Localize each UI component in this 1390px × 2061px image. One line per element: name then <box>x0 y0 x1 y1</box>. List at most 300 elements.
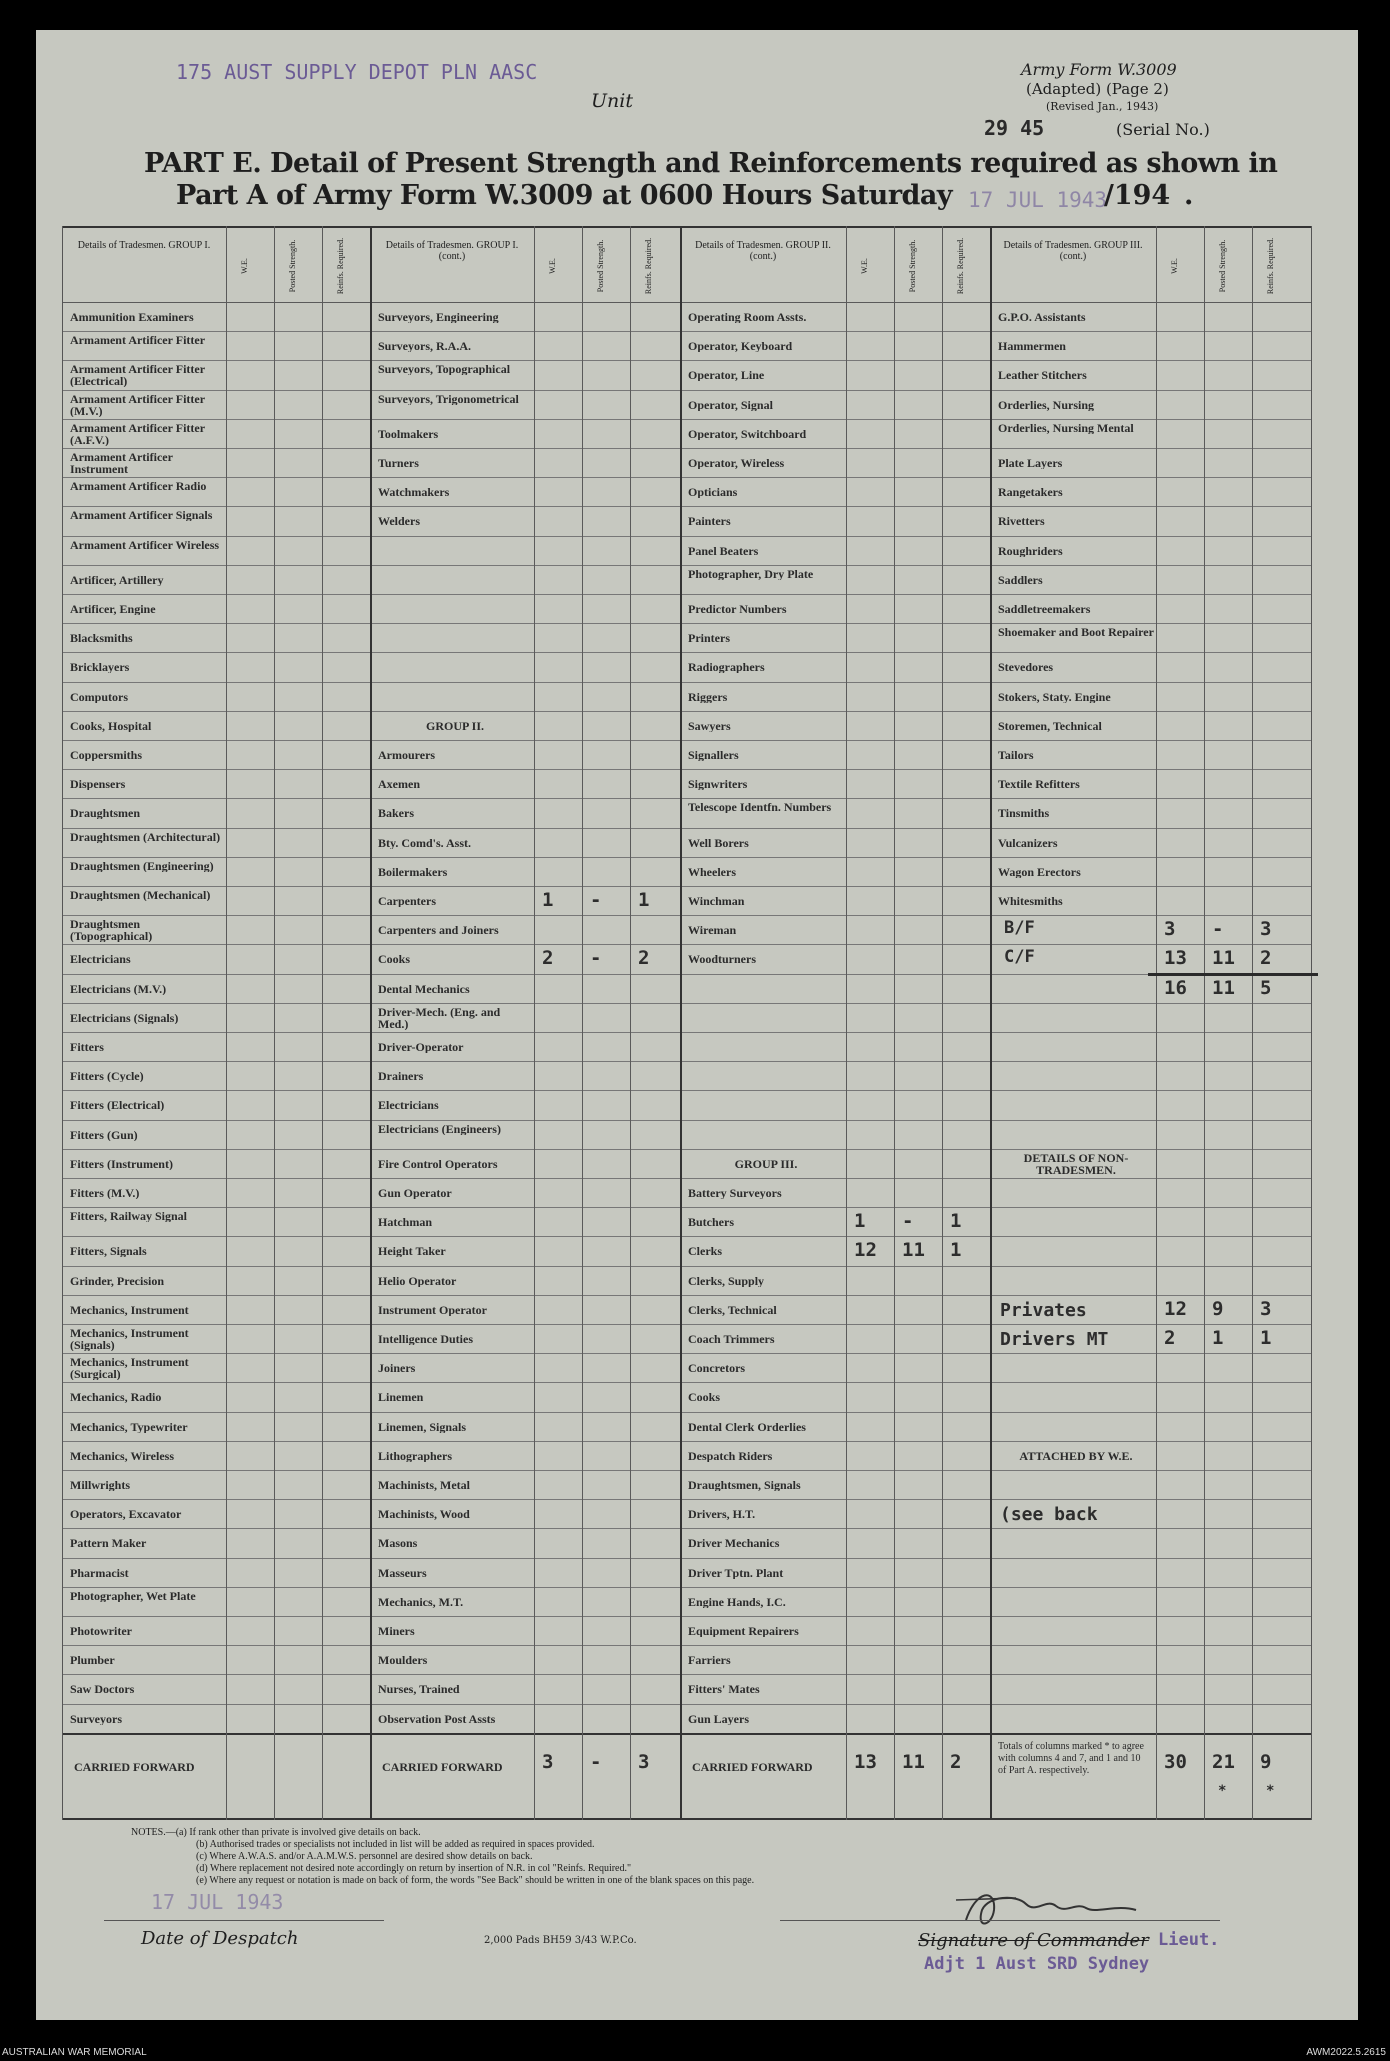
column-header-posted: Posted Strength. <box>908 239 917 293</box>
archive-label: AUSTRALIAN WAR MEMORIAL <box>2 2047 147 2058</box>
trade-label: Masseurs <box>378 1566 427 1579</box>
row-rule <box>62 711 1312 712</box>
column-header-reinf: Reinfs. Required. <box>644 237 653 295</box>
row-rule <box>62 1324 1312 1325</box>
table-bottom-rule <box>62 1818 1312 1820</box>
privates-reinf: 3 <box>1260 1297 1272 1320</box>
despatch-line <box>104 1920 384 1921</box>
drivers-label: Drivers MT <box>1000 1329 1109 1350</box>
trade-label: Radiographers <box>688 661 765 674</box>
title-line-1: PART E. Detail of Present Strength and Reinforcements required as shown in <box>144 148 1278 179</box>
trade-label: Boilermakers <box>378 865 448 878</box>
row-rule <box>62 623 1312 624</box>
cf-group2-we: 3 <box>542 1750 554 1773</box>
trade-label: Watchmakers <box>378 486 450 499</box>
row-rule <box>62 915 1312 916</box>
trade-label: Rangetakers <box>998 486 1063 499</box>
trade-label: Tinsmiths <box>998 807 1050 820</box>
row-rule <box>62 1616 1312 1617</box>
row-rule <box>62 1528 1312 1529</box>
trade-label: Welders <box>378 515 420 528</box>
trade-label: Fitters' Mates <box>688 1683 760 1696</box>
trade-label: G.P.O. Assistants <box>998 311 1086 323</box>
form-revised: (Revised Jan., 1943) <box>1046 100 1159 113</box>
trade-label: Armament Artificer Fitter (A.F.V.) <box>70 421 205 446</box>
trade-label: Operating Room Assts. <box>688 311 807 323</box>
trade-label: Stokers, Staty. Engine <box>998 690 1111 703</box>
trade-label: Miners <box>378 1625 415 1637</box>
row-rule <box>62 1441 1312 1442</box>
subtotal-reinf: 5 <box>1260 976 1272 999</box>
trade-label: Wheelers <box>688 865 736 878</box>
trade-label: Hatchman <box>378 1216 432 1229</box>
trade-label: Millwrights <box>70 1479 130 1491</box>
drivers-posted: 1 <box>1212 1327 1224 1349</box>
cf-group2-reinf: 3 <box>638 1750 650 1773</box>
row-rule <box>62 1295 1312 1296</box>
cooks-we: 2 <box>542 947 554 970</box>
trade-label: Mechanics, Instrument <box>70 1303 189 1316</box>
trade-label: Rivetters <box>998 515 1045 528</box>
trade-label: Axemen <box>378 778 420 791</box>
trade-label: Fitters (Instrument) <box>70 1157 173 1170</box>
butchers-we: 1 <box>854 1210 866 1233</box>
bf-we: 3 <box>1164 918 1176 941</box>
form-adapted: (Adapted) (Page 2) <box>1026 80 1169 98</box>
totals-note: Totals of columns marked * to agree with columns 4 and 7, and 1 and 10 of Part A. respectively. <box>998 1740 1144 1776</box>
trade-label: Machinists, Wood <box>378 1508 470 1521</box>
trade-label: Plate Layers <box>998 457 1063 469</box>
trade-label: Driver-Operator <box>378 1041 464 1053</box>
trade-label: Riggers <box>688 690 728 703</box>
row-rule <box>62 1353 1312 1354</box>
trade-label: Equipment Repairers <box>688 1625 799 1637</box>
strength-table <box>62 226 1312 1820</box>
column-header-reinf: Reinfs. Required. <box>956 237 965 295</box>
column-rule <box>894 226 895 1820</box>
trade-label: Cooks <box>688 1391 721 1404</box>
trade-label: Bricklayers <box>70 661 130 674</box>
table-right-rule <box>1311 226 1312 1820</box>
row-rule <box>62 828 1312 829</box>
trade-label: Surveyors, Engineering <box>378 311 499 323</box>
trade-label: Signwriters <box>688 778 748 791</box>
trade-label: Clerks, Supply <box>688 1274 765 1287</box>
signature-line <box>780 1920 1220 1921</box>
trade-label: Orderlies, Nursing Mental <box>998 421 1134 434</box>
cooks-reinf: 2 <box>638 947 650 970</box>
trade-label: Mechanics, Instrument (Surgical) <box>70 1356 189 1381</box>
carried-forward-label: CARRIED FORWARD <box>74 1760 195 1773</box>
trade-label: Helio Operator <box>378 1274 457 1287</box>
row-rule <box>62 1587 1312 1588</box>
cf-group3-we: 13 <box>854 1750 877 1773</box>
column-rule <box>942 226 943 1820</box>
group-divider <box>62 226 63 1820</box>
trade-label: Operator, Line <box>688 369 765 382</box>
clerks-posted: 11 <box>902 1239 925 1262</box>
trade-label: Linemen <box>378 1391 424 1404</box>
trade-label: Fitters, Railway Signal <box>70 1210 187 1223</box>
row-rule <box>62 1470 1312 1471</box>
clerks-we: 12 <box>854 1239 877 1262</box>
row-rule <box>62 652 1312 653</box>
trade-label: Turners <box>378 457 419 469</box>
note-c: (c) Where A.W.A.S. and/or A.A.M.W.S. personnel are desired show details on back. <box>196 1851 533 1862</box>
column-rule <box>1204 226 1205 1820</box>
row-rule <box>62 1704 1312 1705</box>
trade-label: Opticians <box>688 486 738 499</box>
trade-label: Well Borers <box>688 836 749 849</box>
trade-label: Masons <box>378 1537 418 1550</box>
row-rule <box>62 974 1312 975</box>
trade-label: Joiners <box>378 1362 416 1375</box>
carpenters-posted: - <box>590 889 602 911</box>
trade-label: Signallers <box>688 749 739 761</box>
trade-label: Carpenters and Joiners <box>378 924 499 937</box>
trade-label: Fitters (Cycle) <box>70 1070 144 1083</box>
carried-forward-label: CARRIED FORWARD <box>382 1760 503 1773</box>
title-line-2: Part A of Army Form W.3009 at 0600 Hours Saturday <box>176 180 953 211</box>
trade-label: Draughtsmen (Engineering) <box>70 859 214 872</box>
trade-label: Pattern Maker <box>70 1537 147 1550</box>
year-suffix: /194 <box>1104 180 1171 211</box>
trade-label: Sawyers <box>688 719 731 732</box>
trade-label: Printers <box>688 632 730 645</box>
trade-label: Draughtsmen (Mechanical) <box>70 889 211 901</box>
trade-label: Electricians <box>378 1099 439 1112</box>
trade-label: Armament Artificer Fitter (Electrical) <box>70 363 205 388</box>
trade-label: Shoemaker and Boot Repairer <box>998 626 1154 639</box>
trade-label: Stevedores <box>998 661 1054 674</box>
trade-label: Operator, Keyboard <box>688 340 793 353</box>
trade-label: Artificer, Engine <box>70 603 156 615</box>
row-rule <box>62 448 1312 449</box>
drivers-we: 2 <box>1164 1327 1176 1349</box>
trade-label: Draughtsmen, Signals <box>688 1479 801 1491</box>
trade-label: Driver Tptn. Plant <box>688 1566 784 1579</box>
trade-label: Intelligence Duties <box>378 1333 473 1345</box>
trade-label: Artificer, Artillery <box>70 573 164 586</box>
row-rule <box>62 565 1312 566</box>
trade-label: Saddlers <box>998 573 1043 586</box>
trade-label: Storemen, Technical <box>998 719 1102 732</box>
trade-label: Roughriders <box>998 544 1063 557</box>
bf-posted: - <box>1212 918 1224 941</box>
drivers-reinf: 1 <box>1260 1327 1272 1349</box>
trade-label: Machinists, Metal <box>378 1479 470 1491</box>
trade-label: Dental Mechanics <box>378 982 470 995</box>
trade-label: Surveyors, Trigonometrical <box>378 392 519 405</box>
adjt-stamp: Adjt 1 Aust SRD Sydney <box>924 1954 1150 1974</box>
bf-reinf: 3 <box>1260 918 1272 941</box>
trade-label: Armament Artificer Fitter <box>70 334 206 347</box>
trade-label: Fitters (Electrical) <box>70 1099 165 1112</box>
trade-label: Armament Artificer Instrument <box>70 451 173 475</box>
totals-we: 30 <box>1164 1750 1187 1773</box>
trade-label: Woodturners <box>688 953 757 966</box>
trade-label: Concretors <box>688 1362 746 1375</box>
trade-label: Mechanics, Radio <box>70 1391 162 1404</box>
row-rule <box>62 1032 1312 1033</box>
trade-label: Fitters <box>70 1041 104 1053</box>
trade-label: Fitters (M.V.) <box>70 1187 140 1199</box>
totals-star-1: * <box>1218 1782 1227 1799</box>
trade-label: Armament Artificer Signals <box>70 509 213 522</box>
bf-label: B/F <box>1004 918 1035 939</box>
row-rule <box>62 1266 1312 1267</box>
trade-label: Electricians (M.V.) <box>70 982 167 995</box>
note-a: NOTES.—(a) If rank other than private is involved give details on back. <box>131 1827 421 1838</box>
trade-label: Orderlies, Nursing <box>998 398 1094 411</box>
trade-label: Clerks, Technical <box>688 1303 777 1316</box>
trade-label: Electricians (Signals) <box>70 1011 179 1024</box>
table-top-rule <box>62 226 1312 228</box>
trade-label: Butchers <box>688 1216 734 1229</box>
despatch-stamp: 17 JUL 1943 <box>151 1890 284 1914</box>
trade-label: Mechanics, M.T. <box>378 1595 464 1608</box>
trade-label: Cooks, Hospital <box>70 719 152 732</box>
cf-reinf: 2 <box>1260 947 1272 970</box>
trade-label: Pharmacist <box>70 1566 129 1579</box>
privates-we: 12 <box>1164 1297 1187 1320</box>
trade-label: Carpenters <box>378 895 436 907</box>
trade-label: Surveyors <box>70 1712 122 1725</box>
trade-label: Electricians <box>70 953 131 966</box>
trade-label: Surveyors, Topographical <box>378 363 511 376</box>
carried-forward-rule <box>62 1733 1312 1735</box>
see-back-note: (see back <box>1000 1504 1098 1526</box>
group-header: Details of Tradesmen. GROUP II. (cont.) <box>695 240 831 262</box>
trade-label: Drivers, H.T. <box>688 1508 756 1521</box>
column-rule <box>1252 226 1253 1820</box>
trade-label: Leather Stitchers <box>998 369 1087 382</box>
row-rule <box>62 1003 1312 1004</box>
trade-label: Farriers <box>688 1654 731 1667</box>
trade-label: Photowriter <box>70 1625 132 1637</box>
cf-group2-posted: - <box>590 1750 602 1773</box>
row-rule <box>62 506 1312 507</box>
trade-label: Battery Surveyors <box>688 1187 782 1199</box>
subtotal-we: 16 <box>1164 976 1187 999</box>
butchers-reinf: 1 <box>950 1210 962 1233</box>
trade-label: Height Taker <box>378 1245 446 1258</box>
trade-label: Instrument Operator <box>378 1303 487 1316</box>
trade-label: Armament Artificer Wireless <box>70 538 220 551</box>
row-rule <box>62 1645 1312 1646</box>
trade-label: Driver Mechanics <box>688 1537 780 1550</box>
row-rule <box>62 1178 1312 1179</box>
form-page <box>36 30 1358 2020</box>
row-rule <box>62 390 1312 391</box>
trade-label: Gun Operator <box>378 1187 452 1199</box>
unit-label: Unit <box>591 90 633 112</box>
trade-label: Computors <box>70 690 129 703</box>
note-d: (d) Where replacement not desired note accordingly on return by insertion of N.R. in col "Reinfs. Required." <box>196 1863 632 1874</box>
column-rule <box>630 226 631 1820</box>
trade-label: Operator, Switchboard <box>688 427 807 440</box>
trade-label: Wireman <box>688 924 737 937</box>
row-rule <box>62 594 1312 595</box>
trade-label: Plumber <box>70 1654 115 1667</box>
trade-label: Whitesmiths <box>998 895 1063 907</box>
subtotal-posted: 11 <box>1212 976 1235 999</box>
column-header-reinf: Reinfs. Required. <box>1266 237 1275 295</box>
column-rule <box>582 226 583 1820</box>
trade-label: Toolmakers <box>378 427 439 440</box>
totals-reinf: 9 <box>1260 1750 1272 1773</box>
carpenters-reinf: 1 <box>638 889 650 911</box>
form-name: Army Form W.3009 <box>1021 60 1177 79</box>
column-rule <box>322 226 323 1820</box>
carpenters-we: 1 <box>542 889 554 911</box>
column-header-we: W.E. <box>1170 258 1179 274</box>
cooks-posted: - <box>590 947 602 970</box>
date-stamp: 17 JUL 1943 <box>968 188 1108 212</box>
row-rule <box>62 944 1312 945</box>
trade-label: Saw Doctors <box>70 1683 135 1696</box>
trade-label: Hammermen <box>998 340 1066 353</box>
trade-label: Fitters, Signals <box>70 1245 147 1258</box>
trade-label: Armament Artificer Fitter (M.V.) <box>70 392 205 417</box>
group-header: Details of Tradesmen. GROUP III. (cont.) <box>1003 240 1143 262</box>
trade-label: Telescope Identfn. Numbers <box>688 801 832 814</box>
cf-group3-reinf: 2 <box>950 1750 962 1773</box>
row-rule <box>62 536 1312 537</box>
trade-label: Mechanics, Typewriter <box>70 1420 188 1433</box>
trade-label: Grinder, Precision <box>70 1274 164 1287</box>
row-rule <box>62 419 1312 420</box>
trade-label: Draughtsmen (Topographical) <box>70 918 153 943</box>
cf-posted: 11 <box>1212 947 1235 970</box>
row-rule <box>62 1412 1312 1413</box>
row-rule <box>62 740 1312 741</box>
trade-label: Engine Hands, I.C. <box>688 1595 786 1608</box>
trade-label: Coach Trimmers <box>688 1333 775 1345</box>
clerks-reinf: 1 <box>950 1239 962 1262</box>
row-rule <box>62 886 1312 887</box>
trade-label: Armourers <box>378 749 436 761</box>
trade-label: Linemen, Signals <box>378 1420 467 1433</box>
cf-label: C/F <box>1004 947 1035 968</box>
column-rule <box>1156 226 1157 1820</box>
note-b: (b) Authorised trades or specialists not included in list will be added as required in spaces provided. <box>196 1839 595 1850</box>
year-dot: . <box>1184 180 1194 211</box>
trade-label: Dental Clerk Orderlies <box>688 1420 806 1433</box>
row-rule <box>62 769 1312 770</box>
trade-label: Moulders <box>378 1654 428 1667</box>
privates-posted: 9 <box>1212 1297 1224 1320</box>
totals-posted: 21 <box>1212 1750 1235 1773</box>
trade-label: Clerks <box>688 1245 722 1258</box>
trade-label: Surveyors, R.A.A. <box>378 340 471 353</box>
trade-label: Predictor Numbers <box>688 603 787 615</box>
subtotal-rule <box>1148 973 1318 976</box>
carried-forward-label: CARRIED FORWARD <box>692 1760 813 1773</box>
trade-label: Gun Layers <box>688 1712 750 1725</box>
trade-label: ATTACHED BY W.E. <box>1019 1449 1133 1462</box>
trade-label: Dispensers <box>70 778 126 791</box>
trade-label: Vulcanizers <box>998 836 1058 849</box>
totals-star-2: * <box>1266 1782 1275 1799</box>
butchers-posted: - <box>902 1210 914 1233</box>
trade-label: Painters <box>688 515 731 528</box>
note-e: (e) Where any request or notation is made on back of form, the words "See Back" should be written in one of the blank spaces on this page. <box>196 1875 755 1886</box>
rank-stamp: Lieut. <box>1158 1930 1220 1950</box>
row-rule <box>62 798 1312 799</box>
trade-label: Operators, Excavator <box>70 1508 182 1521</box>
trade-label: Wagon Erectors <box>998 865 1081 878</box>
column-rule <box>846 226 847 1820</box>
trade-label: Photographer, Dry Plate <box>688 567 814 580</box>
trade-label: Blacksmiths <box>70 632 133 645</box>
trade-label: Drainers <box>378 1070 424 1083</box>
trade-label: Driver-Mech. (Eng. and Med.) <box>378 1005 501 1030</box>
trade-label: Fitters (Gun) <box>70 1128 138 1141</box>
row-rule <box>62 1207 1312 1208</box>
trade-label: Draughtsmen (Architectural) <box>70 830 221 843</box>
row-rule <box>62 360 1312 361</box>
row-rule <box>62 682 1312 683</box>
trade-label: GROUP III. <box>734 1157 798 1170</box>
group-divider <box>370 226 372 1820</box>
trade-label: Nurses, Trained <box>378 1683 460 1696</box>
row-rule <box>62 1499 1312 1500</box>
row-rule <box>62 1236 1312 1237</box>
despatch-label: Date of Despatch <box>141 1928 299 1949</box>
archive-id: AWM2022.5.2615 <box>1306 2047 1386 2058</box>
trade-label: Fire Control Operators <box>378 1157 498 1170</box>
trade-label: Bty. Comd's. Asst. <box>378 836 472 849</box>
row-rule <box>62 1674 1312 1675</box>
trade-label: Coppersmiths <box>70 749 143 761</box>
row-rule <box>62 1382 1312 1383</box>
trade-label: Lithographers <box>378 1449 453 1462</box>
header-rule <box>62 302 1312 303</box>
group-header: Details of Tradesmen. GROUP I. (cont.) <box>385 240 519 262</box>
column-header-posted: Posted Strength. <box>1218 239 1227 293</box>
trade-label: Photographer, Wet Plate <box>70 1589 196 1602</box>
row-rule <box>62 1120 1312 1121</box>
trade-label: Cooks <box>378 953 411 966</box>
unit-stamp: 175 AUST SUPPLY DEPOT PLN AASC <box>176 60 538 84</box>
trade-label: Operator, Wireless <box>688 457 785 469</box>
trade-label: Saddletreemakers <box>998 603 1091 615</box>
column-header-reinf: Reinfs. Required. <box>336 237 345 295</box>
privates-label: Privates <box>1000 1299 1087 1321</box>
trade-label: DETAILS OF NON-TRADESMEN. <box>1023 1151 1129 1176</box>
trade-label: Electricians (Engineers) <box>378 1122 501 1135</box>
trade-label: Textile Refitters <box>998 778 1080 791</box>
trade-label: Armament Artificer Radio <box>70 480 207 493</box>
row-rule <box>62 331 1312 332</box>
cf-group3-posted: 11 <box>902 1750 925 1773</box>
trade-label: Winchman <box>688 895 745 907</box>
trade-label: Despatch Riders <box>688 1449 773 1462</box>
row-rule <box>62 1558 1312 1559</box>
column-header-we: W.E. <box>240 258 249 274</box>
trade-label: Mechanics, Wireless <box>70 1449 174 1462</box>
group-divider <box>990 226 992 1820</box>
trade-label: Ammunition Examiners <box>70 311 194 323</box>
group-header: Details of Tradesmen. GROUP I. <box>77 240 211 251</box>
trade-label: Operator, Signal <box>688 398 773 411</box>
trade-label: Bakers <box>378 807 414 820</box>
trade-label: Draughtsmen <box>70 807 141 820</box>
trade-label: Panel Beaters <box>688 544 759 557</box>
trade-label: Mechanics, Instrument (Signals) <box>70 1327 189 1351</box>
printer-imprint: 2,000 Pads BH59 3/43 W.P.Co. <box>484 1935 637 1946</box>
